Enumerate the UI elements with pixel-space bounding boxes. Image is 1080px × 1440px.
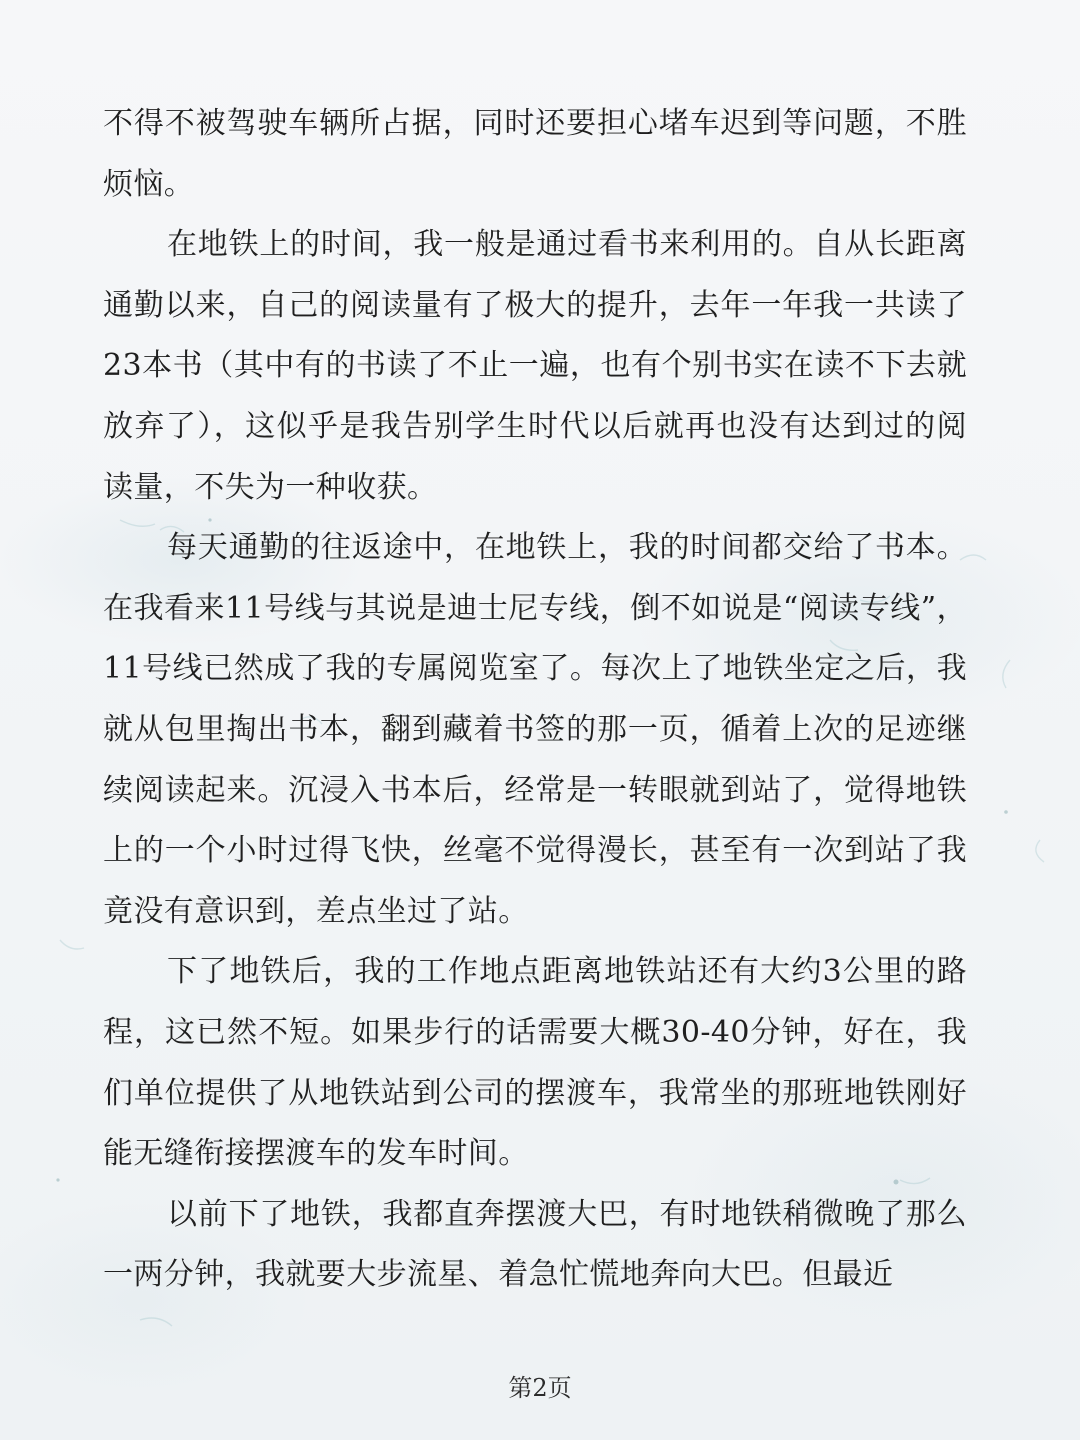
paragraph-5: 以前下了地铁，我都直奔摆渡大巴，有时地铁稍微晚了那么一两分钟，我就要大步流星、着急忙慌地奔向大巴。但最近	[103, 1196, 967, 1293]
body-text	[103, 94, 967, 1306]
paragraph-3: 每天通勤的往返途中，在地铁上，我的时间都交给了书本。在我看来11号线与其说是迪士尼专线，倒不如说是“阅读专线”，11号线已然成了我的专属阅览室了。每次上了地铁坐定之后，我就从包里掏出书本，翻到藏着书签的那一页，循着上次的足迹继续阅读起来。沉浸入书本后，经常是一转眼就到站了，觉得地铁上的一个小时过得飞快，丝毫不觉得漫长，甚至有一次到站了我竟没有意识到，差点坐过了站。	[103, 530, 967, 929]
page-number: 第2页	[508, 1374, 572, 1402]
paragraph-1: 不得不被驾驶车辆所占据，同时还要担心堵车迟到等问题，不胜烦恼。	[103, 106, 967, 202]
paragraph-4: 下了地铁后，我的工作地点距离地铁站还有大约3公里的路程，这已然不短。如果步行的话需要大概30-40分钟，好在，我们单位提供了从地铁站到公司的摆渡车，我常坐的那班地铁刚好能无缝衔接摆渡车的发车时间。	[103, 954, 967, 1172]
paragraph-2: 在地铁上的时间，我一般是通过看书来利用的。自从长距离通勤以来，自己的阅读量有了极大的提升，去年一年我一共读了23本书（其中有的书读了不止一遍，也有个别书实在读不下去就放弃了），这似乎是我告别学生时代以后就再也没有达到过的阅读量，不失为一种收获。	[103, 227, 967, 505]
